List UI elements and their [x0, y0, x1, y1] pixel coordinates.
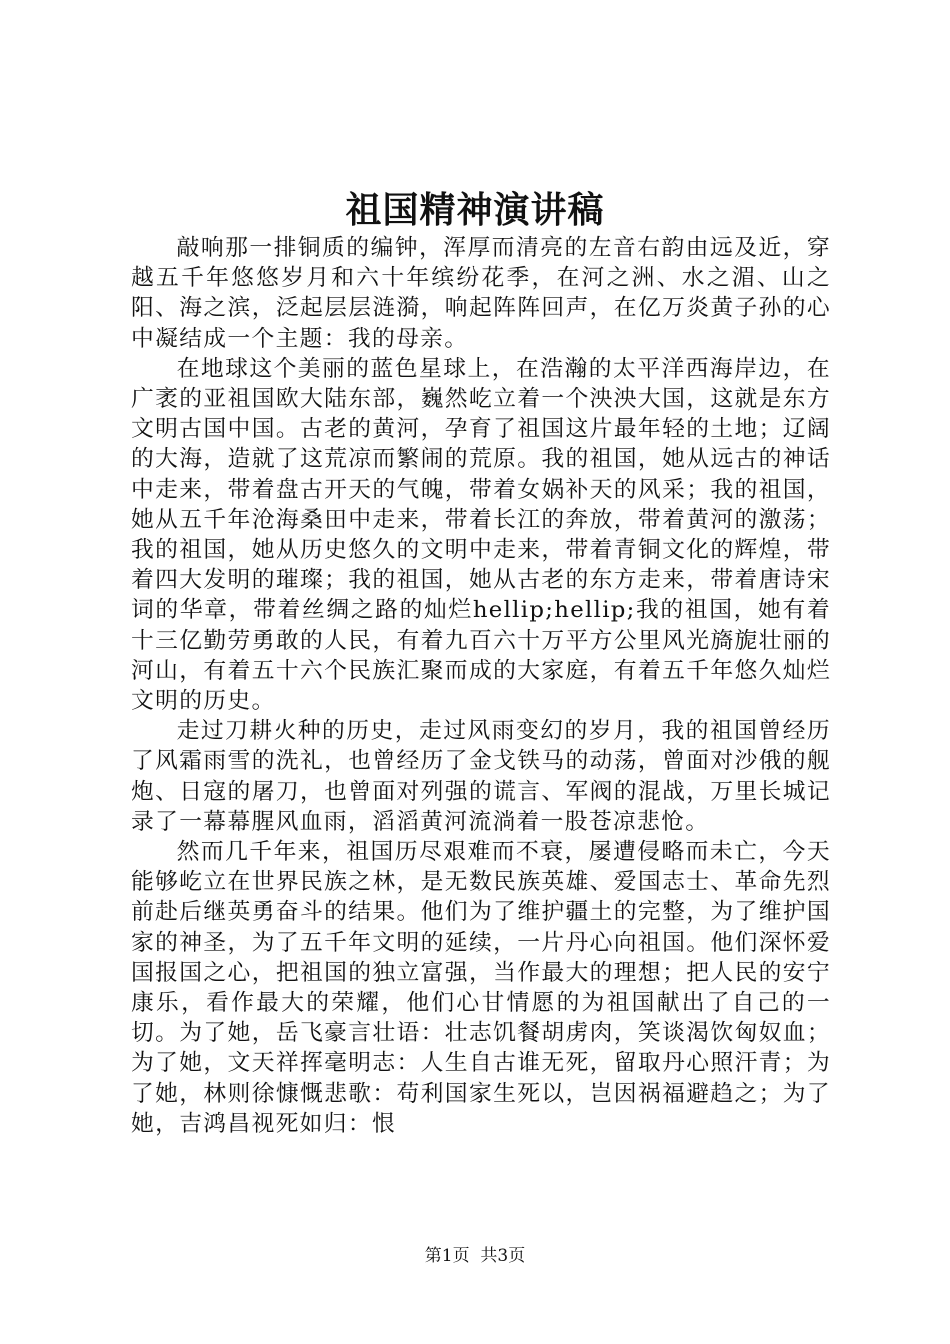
page-total: 共3页	[480, 1246, 526, 1266]
document-title: 祖国精神演讲稿	[345, 189, 605, 231]
page-footer	[0, 1244, 950, 1268]
document-body	[131, 233, 831, 1139]
paragraph: 走过刀耕火种的历史，走过风雨变幻的岁月，我的祖国曾经历了风霜雨雪的洗礼，也曾经历了金戈铁马的动荡，曾面对沙俄的舰炮、日寇的屠刀，也曾面对列强的谎言、军阀的混战，万里长城记录了一幕幕腥风血雨，滔滔黄河流淌着一股苍凉悲怆。	[131, 718, 831, 835]
paragraph: 在地球这个美丽的蓝色星球上，在浩瀚的太平洋西海岸边，在广袤的亚祖国欧大陆东部，巍然屹立着一个泱泱大国，这就是东方文明古国中国。古老的黄河，孕育了祖国这片最年轻的土地；辽阔的大海，造就了这荒凉而繁闹的荒原。我的祖国，她从远古的神话中走来，带着盘古开天的气魄，带着女娲补天的风采；我的祖国，她从五千年沧海桑田中走来，带着长江的奔放，带着黄河的激荡；我的祖国，她从历史悠久的文明中走来，带着青铜文化的辉煌，带着四大发明的璀璨；我的祖国，她从古老的东方走来，带着唐诗宋词的华章，带着丝绸之路的灿烂hellip;hellip;我的祖国，她有着十三亿勤劳勇敢的人民，有着九百六十万平方公里风光旖旎壮丽的河山，有着五十六个民族汇聚而成的大家庭，有着五千年悠久灿烂文明的历史。	[131, 355, 831, 715]
paragraph: 然而几千年来，祖国历尽艰难而不衰，屡遭侵略而未亡，今天能够屹立在世界民族之林，是无数民族英雄、爱国志士、革命先烈前赴后继英勇奋斗的结果。他们为了维护疆土的完整，为了维护国家的神圣，为了五千年文明的延续，一片丹心向祖国。他们深怀爱国报国之心，把祖国的独立富强，当作最大的理想；把人民的安宁康乐，看作最大的荣耀，他们心甘情愿的为祖国献出了自己的一切。为了她，岳飞豪言壮语：壮志饥餐胡虏肉，笑谈渴饮匈奴血；为了她，文天祥挥毫明志：人生自古谁无死，留取丹心照汗青；为了她，林则徐慷慨悲歌：苟利国家生死以，岂因祸福避趋之；为了她，吉鸿昌视死如归：恨	[131, 839, 831, 1137]
page-number: 第1页	[424, 1246, 470, 1266]
paragraph: 敲响那一排铜质的编钟，浑厚而清亮的左音右韵由远及近，穿越五千年悠悠岁月和六十年缤纷花季，在河之洲、水之湄、山之阳、海之滨，泛起层层涟漪，响起阵阵回声，在亿万炎黄子孙的心中凝结成一个主题：我的母亲。	[131, 235, 831, 352]
footer-spacer	[470, 1246, 481, 1266]
